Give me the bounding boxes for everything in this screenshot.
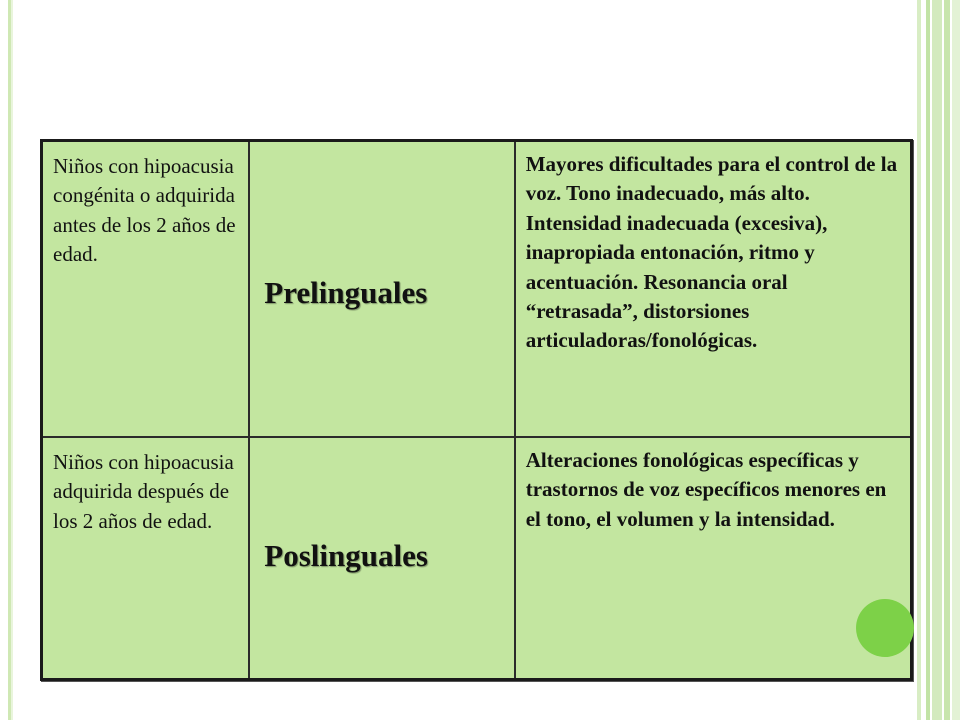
right-frame-stripe: [917, 0, 921, 720]
table-row-poslinguales: [42, 437, 912, 680]
term-cell: Poslinguales: [249, 437, 514, 680]
onset-description-cell: Niños con hipoacusia adquirida después de los 2 años de edad.: [42, 437, 250, 680]
right-frame-stripe: [932, 0, 942, 720]
term-cell: Prelinguales: [249, 141, 514, 438]
right-frame-stripe: [952, 0, 960, 720]
left-frame-line-inner: [11, 0, 13, 720]
right-frame-stripe: [944, 0, 950, 720]
right-frame-stripe: [926, 0, 930, 720]
onset-description-cell: Niños con hipoacusia congénita o adquirida antes de los 2 años de edad.: [42, 141, 250, 438]
decorative-green-circle: [856, 599, 914, 657]
hearing-loss-table: [40, 139, 913, 681]
left-frame-margin: [0, 0, 8, 720]
effects-description-cell: Alteraciones fonológicas específicas y trastornos de voz específicos menores en el tono, el volumen y la intensidad.: [515, 437, 912, 680]
effects-description-cell: Mayores dificultades para el control de la voz. Tono inadecuado, más alto. Intensidad inadecuada (excesiva), inapropiada entonación, ritmo y acentuación. Resonancia oral “retrasada”, distorsiones articuladoras/fonológicas.: [515, 141, 912, 438]
table-row-prelinguales: [42, 141, 912, 438]
